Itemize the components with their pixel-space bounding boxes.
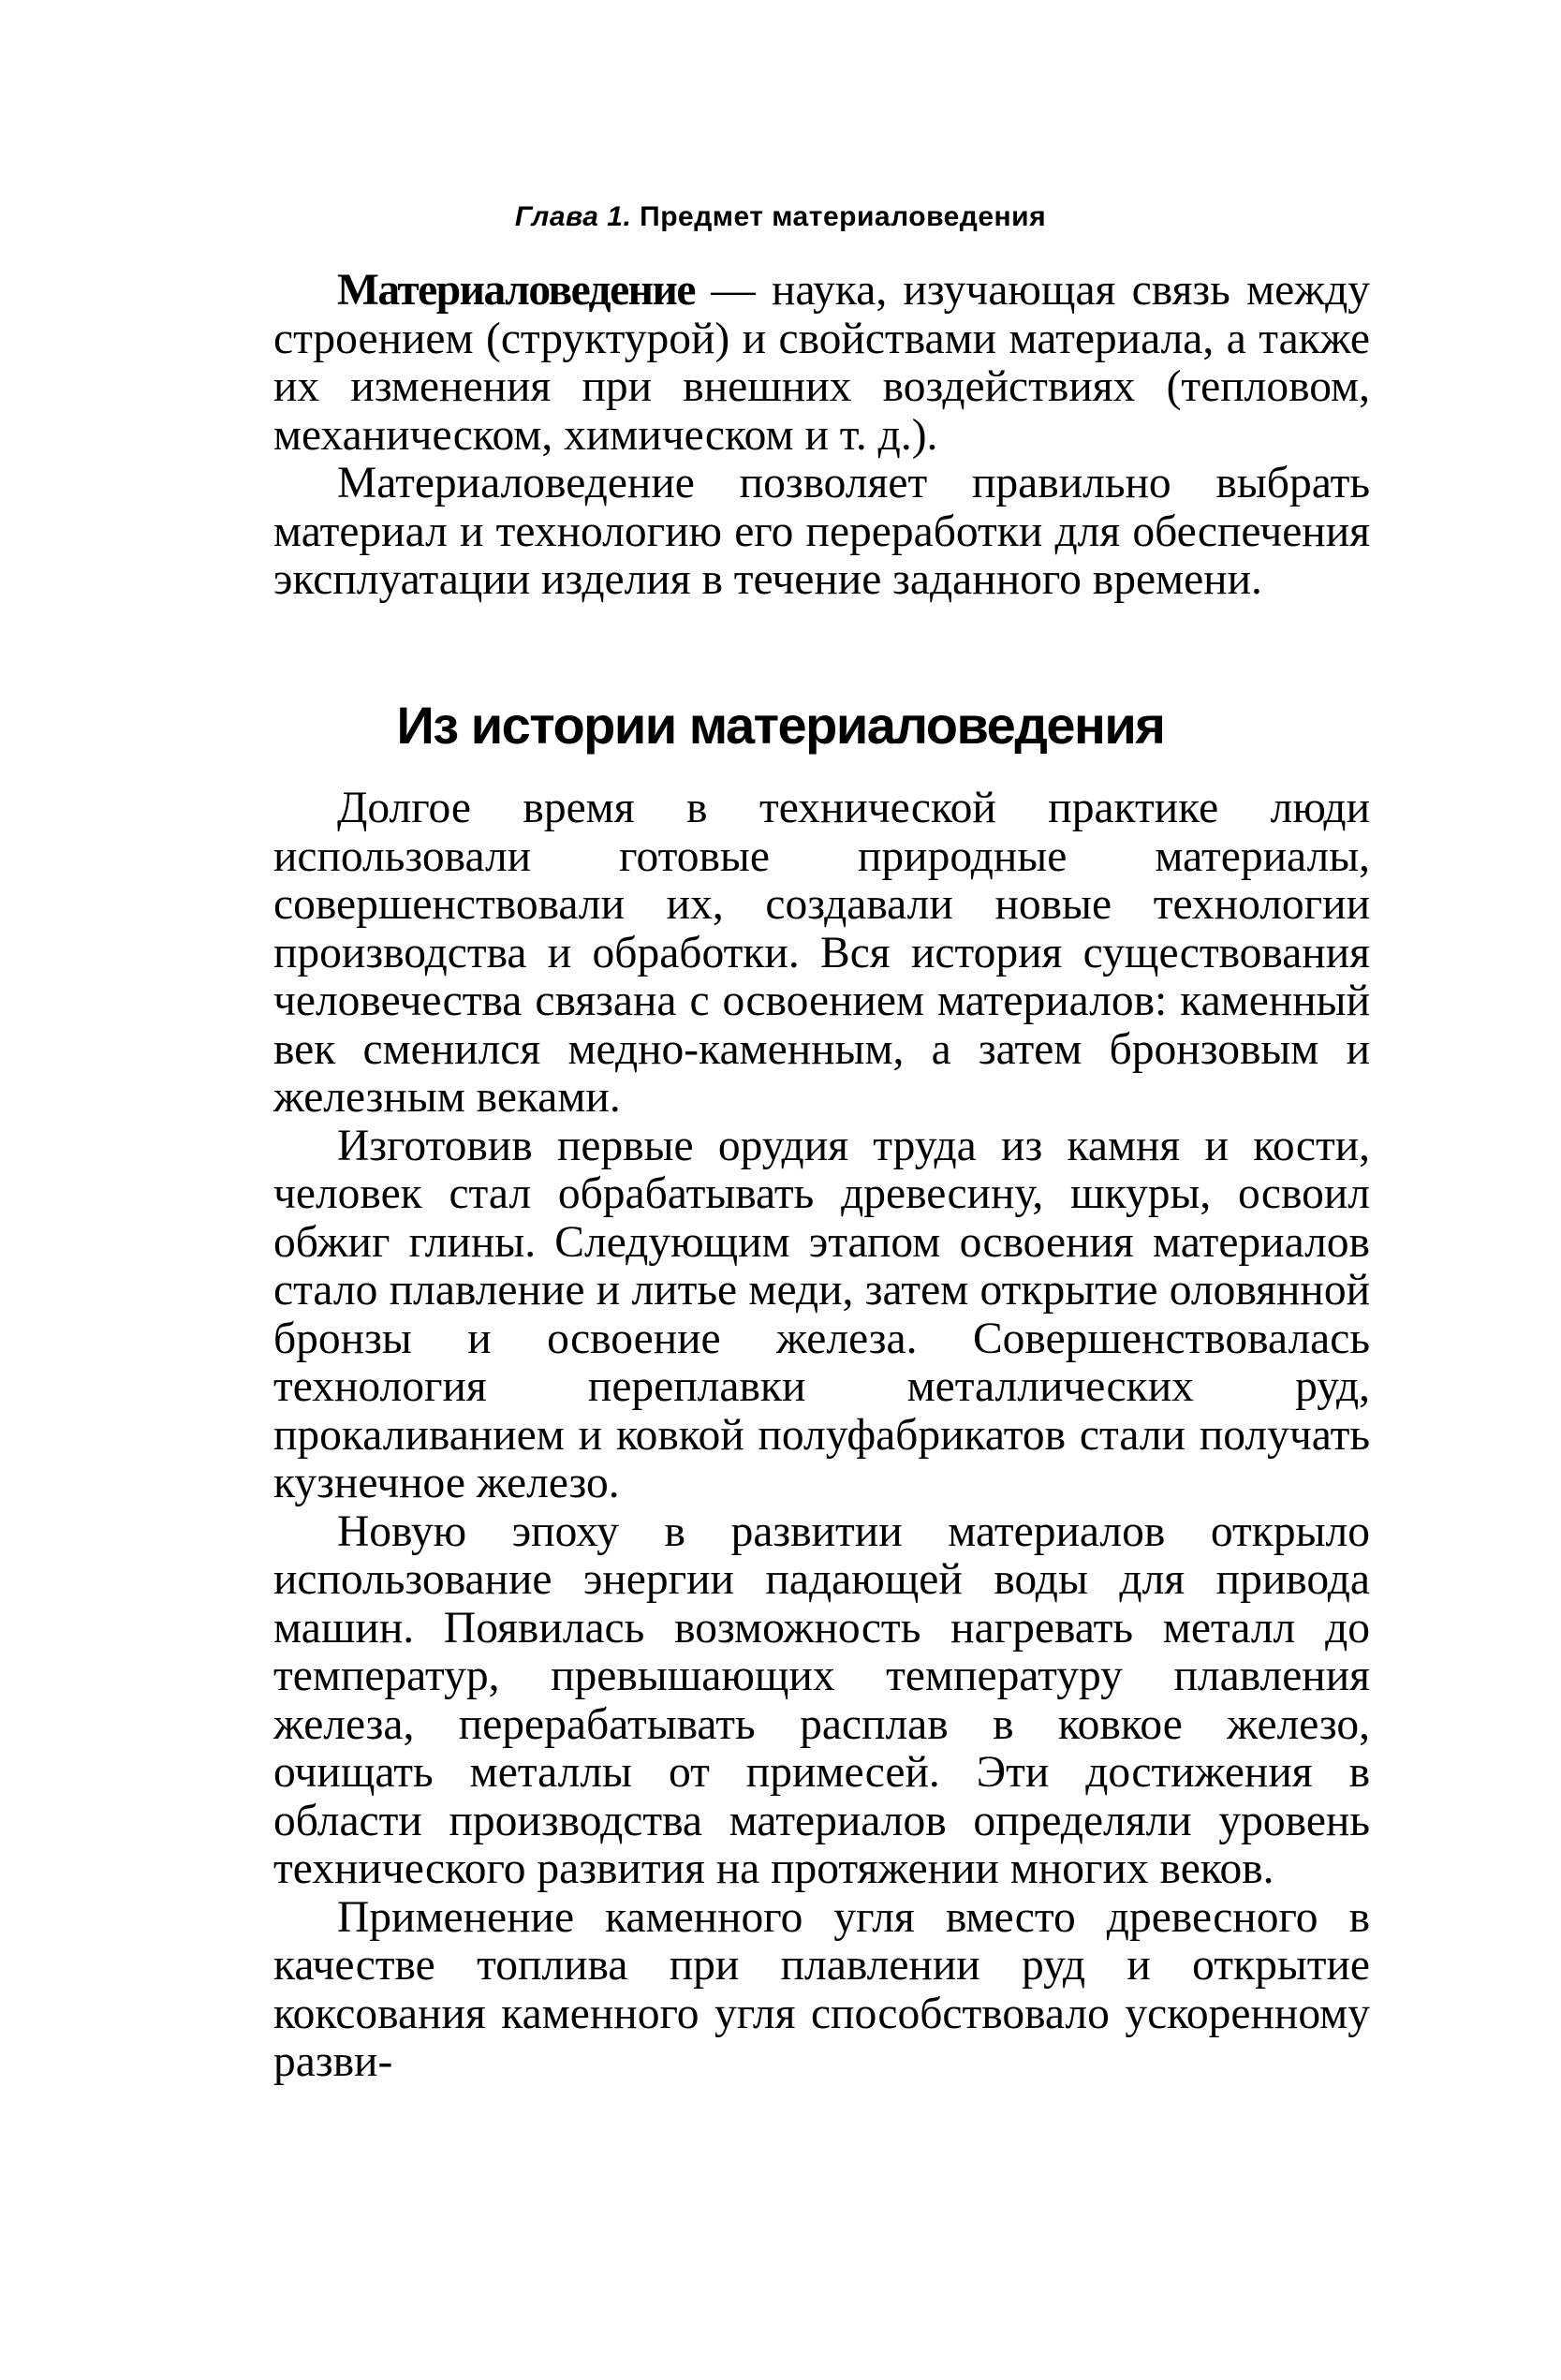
intro-paragraph: Материаловедение позволяет правильно выбрать материал и технологию его переработки для обеспечения эксплуатации изделия в течение заданного времени. [273,459,1370,604]
chapter-title: Предмет материаловедения [640,201,1047,232]
body-paragraph: Долгое время в технической практике люди использовали готовые природные материалы, совершенствовали их, создавали новые технологии производства и обработки. Вся история существования человечества связана с освоением материалов: каменный век сменился медно-каменным, а затем бронзовым и железным веками. [273,784,1370,1122]
body-paragraph: Изготовив первые орудия труда из камня и кости, человек стал обрабатывать древесину, шкуры, освоил обжиг глины. Следующим этапом освоения материалов стало плавление и литье меди, затем открытие оловянной бронзы и освоение железа. Совершенствовалась технология переплавки металлических руд, прокаливанием и ковкой полуфабрикатов стали получать кузнечное железо. [273,1121,1370,1507]
section-heading: Из истории материаловедения [396,696,1165,755]
running-head [0,198,1561,236]
body-paragraph: Новую эпоху в развитии материалов открыло использование энергии падающей воды для привода машин. Появилась возможность нагревать металл до температур, превышающих температуру плавления железа, перерабатывать расплав в ковкое железо, очищать металлы от примесей. Эти достижения в области производства материалов определяли уровень технического развития на протяжении многих веков. [273,1506,1370,1893]
defined-term: Материаловедение [337,266,695,315]
definition-paragraph [273,267,1370,460]
definition-text: — наука, изучающая связь между строением (структурой) и свойствами материала, а также их изменения при внешних воздействиях (тепловом, механическом, химическом и т. д.). [273,266,1370,460]
intro-block [273,267,1370,605]
body-paragraph: Применение каменного угля вместо древесного в качестве топлива при плавлении руд и открытие коксования каменного угля способствовало ускоренному разви- [273,1892,1370,2086]
chapter-label: Глава 1. [514,201,632,232]
section-body [273,785,1370,2087]
